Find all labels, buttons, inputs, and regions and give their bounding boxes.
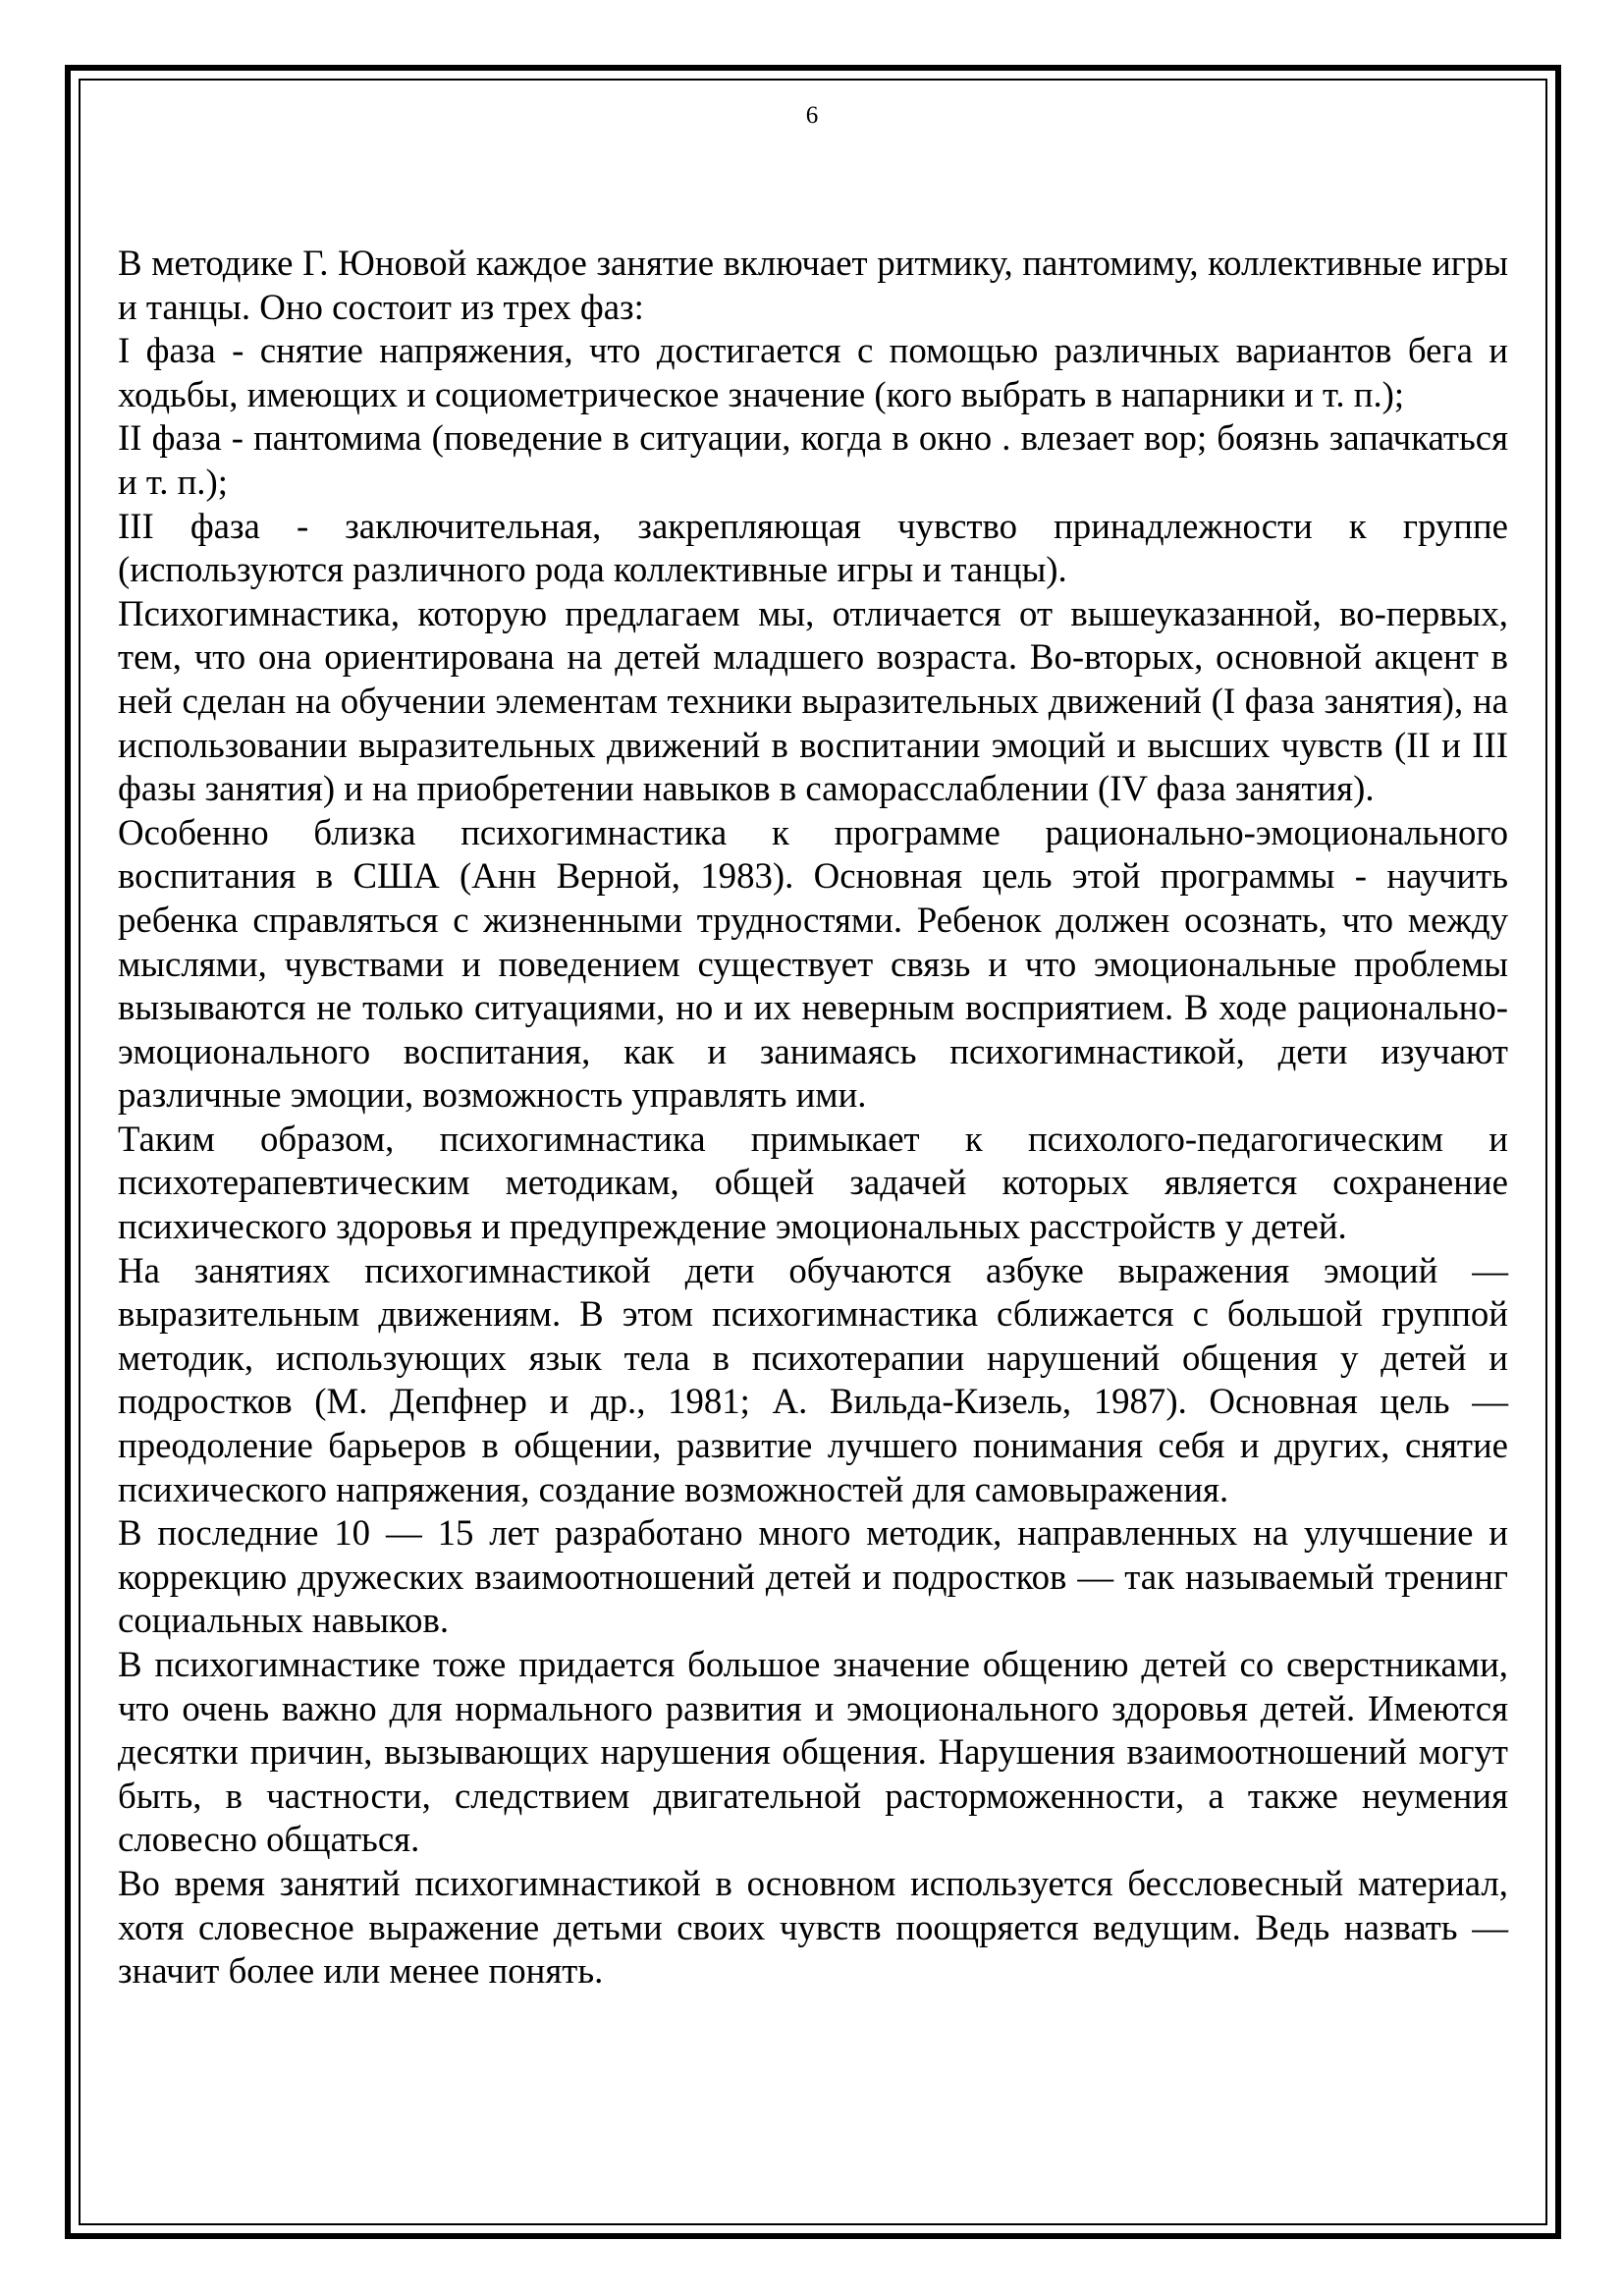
- document-body: [118, 242, 1508, 1994]
- paragraph: Особенно близка психогимнастика к программе рационально-эмоционального воспитания в США (Анн Верной, 1983). Основная цель этой программы - научить ребенка справляться с жизненными трудностями. Ребенок должен осознать, что между мыслями, чувствами и поведением существует связь и что эмоциональные проблемы вызываются не только ситуациями, но и их неверным восприятием. В ходе рационально-эмоционального воспитания, как и занимаясь психогимнастикой, дети изучают различные эмоции, возможность управлять ими.: [118, 811, 1508, 1116]
- paragraph: На занятиях психогимнастикой дети обучаются азбуке выражения эмоций — выразительным движениям. В этом психогимнастика сближается с большой группой методик, использующих язык тела в психотерапии нарушений общения у детей и подростков (М. Депфнер и др., 1981; А. Вильда-Кизель, 1987). Основная цель — преодоление барьеров в общении, развитие лучшего понимания себя и других, снятие психического напряжения, создание возможностей для самовыражения.: [118, 1249, 1508, 1509]
- paragraph: Во время занятий психогимнастикой в основном используется бессловесный материал, хотя словесное выражение детьми своих чувств поощряется ведущим. Ведь назвать — значит более или менее понять.: [118, 1862, 1508, 1992]
- paragraph: II фаза - пантомима (поведение в ситуации, когда в окно . влезает вор; боязнь запачкаться и т. п.);: [118, 417, 1508, 502]
- paragraph: Таким образом, психогимнастика примыкает к психолого-педагогическим и психотерапевтическим методикам, общей задачей которых является сохранение психического здоровья и предупреждение эмоциональных расстройств у детей.: [118, 1118, 1508, 1247]
- paragraph: В последние 10 — 15 лет разработано много методик, направленных на улучшение и коррекцию дружеских взаимоотношений детей и подростков — так называемый тренинг социальных навыков.: [118, 1512, 1508, 1641]
- paragraph: III фаза - заключительная, закрепляющая чувство принадлежности к группе (используются различного рода коллективные игры и танцы).: [118, 505, 1508, 590]
- page-number: 6: [805, 102, 819, 129]
- paragraph: В психогимнастике тоже придается большое значение общению детей со сверстниками, что очень важно для нормального развития и эмоционального здоровья детей. Имеются десятки причин, вызывающих нарушения общения. Нарушения взаимоотношений могут быть, в частности, следствием двигательной расторможенности, а также неумения словесно общаться.: [118, 1644, 1508, 1860]
- paragraph: Психогимнастика, которую предлагаем мы, отличается от вышеуказанной, во-первых, тем, что она ориентирована на детей младшего возраста. Во-вторых, основной акцент в ней сделан на обучении элементам техники выразительных движений (I фаза занятия), на использовании выразительных движений в воспитании эмоций и высших чувств (II и III фазы занятия) и на приобретении навыков в саморасслаблении (IV фаза занятия).: [118, 592, 1508, 809]
- paragraph: I фаза - снятие напряжения, что достигается с помощью различных вариантов бега и ходьбы, имеющих и социометрическое значение (кого выбрать в напарники и т. п.);: [118, 330, 1508, 414]
- paragraph: В методике Г. Юновой каждое занятие включает ритмику, пантомиму, коллективные игры и танцы. Оно состоит из трех фаз:: [118, 243, 1508, 327]
